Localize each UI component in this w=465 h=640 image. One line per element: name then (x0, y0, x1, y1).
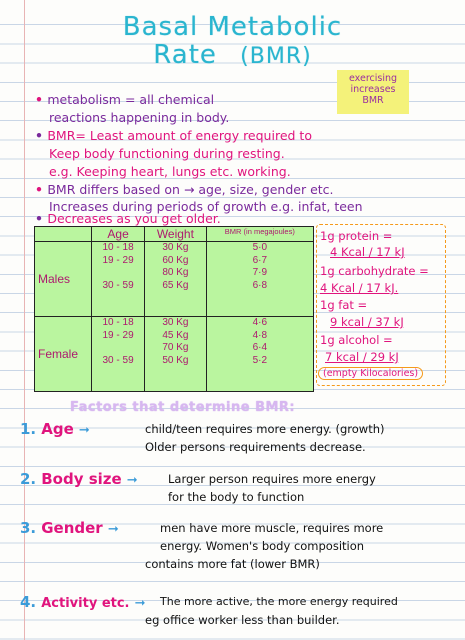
fact-carb-value: 4 Kcal / 17 kJ. (320, 281, 399, 295)
factor-name: Activity etc. (41, 596, 130, 611)
factor-gender (20, 518, 119, 537)
bullet-metabolism: • metabolism = all chemical (35, 92, 215, 107)
factor-gender-desc-3: contains more fat (lower BMR) (145, 557, 320, 571)
page-title-abbr: (BMR) (240, 44, 312, 69)
sticky-note (337, 70, 409, 114)
bullet-bmr-growth: Increases during periods of growth e.g. infat, teen (49, 199, 363, 214)
bullet-metabolism-cont: reactions happening in body. (49, 110, 230, 125)
factor-name: Age (41, 420, 74, 438)
factor-name: Body size (41, 470, 122, 488)
page-title-line2 (0, 40, 465, 70)
factor-number: 1. (20, 420, 37, 438)
age-cell: 10 - 18 19 - 29 30 - 59 (92, 317, 145, 392)
factor-number: 3. (20, 519, 37, 537)
bmr-cell: 5·0 6·7 7·9 6·8 (206, 242, 313, 317)
factor-body-size (20, 469, 138, 488)
bullet-bmr-def: • BMR= Least amount of energy required to (35, 128, 312, 143)
table-header-bmr: BMR (in megajoules) (206, 227, 313, 242)
factor-gender-desc-1: men have more muscle, requires more (160, 521, 384, 535)
bmr-table (34, 226, 314, 392)
fact-fat-label: 1g fat = (320, 298, 368, 312)
arrow-right-icon: ➞ (134, 596, 146, 611)
fact-protein-label: 1g protein = (320, 229, 393, 243)
weight-cell: 30 Kg 60 Kg 80 Kg 65 Kg (145, 242, 207, 317)
weight-cell: 30 Kg 45 Kg 70 Kg 50 Kg (145, 317, 207, 392)
factor-age-desc-2: Older persons requirements decrease. (145, 440, 366, 454)
margin-line (24, 0, 25, 640)
sticky-note-line: increases (350, 84, 396, 95)
table-row (35, 317, 314, 392)
table-header-group (35, 227, 92, 242)
bullet-bmr-example: e.g. Keeping heart, lungs etc. working. (49, 164, 291, 179)
sticky-note-line: BMR (362, 95, 384, 106)
factor-body-size-desc-1: Larger person requires more energy (168, 472, 376, 486)
factor-age (20, 419, 90, 438)
age-cell: 10 - 18 19 - 29 30 - 59 (92, 242, 145, 317)
factor-name: Gender (41, 519, 103, 537)
arrow-right-icon: ➞ (78, 423, 90, 438)
bmr-cell: 4·6 4·8 6·4 5·2 (206, 317, 313, 392)
factor-number: 4. (20, 593, 37, 611)
sticky-note-line: exercising (348, 73, 398, 84)
factor-number: 2. (20, 470, 37, 488)
fact-fat-value: 9 kcal / 37 kJ (330, 315, 404, 329)
page-title-line1: Basal Metabolic (122, 12, 343, 42)
fact-alcohol-value: 7 kcal / 29 kJ (325, 350, 399, 364)
factor-activity (20, 592, 146, 611)
factors-title: Factors that determine BMR: (70, 400, 296, 415)
group-label: Males (35, 242, 92, 317)
bullet-bmr-def-cont: Keep body functioning during resting. (49, 146, 285, 161)
table-header-row (35, 227, 314, 242)
table-header-age: Age (92, 227, 145, 242)
factor-activity-desc-2: eg office worker less than builder. (145, 613, 340, 627)
fact-alcohol-label: 1g alcohol = (320, 333, 393, 347)
table-header-weight: Weight (145, 227, 207, 242)
table-row (35, 242, 314, 317)
bullet-decreases: • Decreases as you get older. (35, 211, 221, 226)
fact-protein-value: 4 Kcal / 17 kJ (330, 245, 405, 259)
fact-note: (empty Kilocalories) (318, 367, 423, 380)
group-label: Female (35, 317, 92, 392)
page-title-rate: Rate (153, 40, 217, 70)
arrow-right-icon: ➞ (107, 522, 119, 537)
factor-activity-desc-1: The more active, the more energy required (160, 595, 398, 608)
fact-carb-label: 1g carbohydrate = (320, 264, 429, 278)
factor-gender-desc-2: energy. Women's body composition (160, 539, 365, 553)
bullet-bmr-differs: • BMR differs based on → age, size, gender etc. (35, 182, 334, 197)
arrow-right-icon: ➞ (126, 473, 138, 488)
factor-age-desc-1: child/teen requires more energy. (growth) (145, 422, 385, 436)
factor-body-size-desc-2: for the body to function (168, 490, 305, 504)
